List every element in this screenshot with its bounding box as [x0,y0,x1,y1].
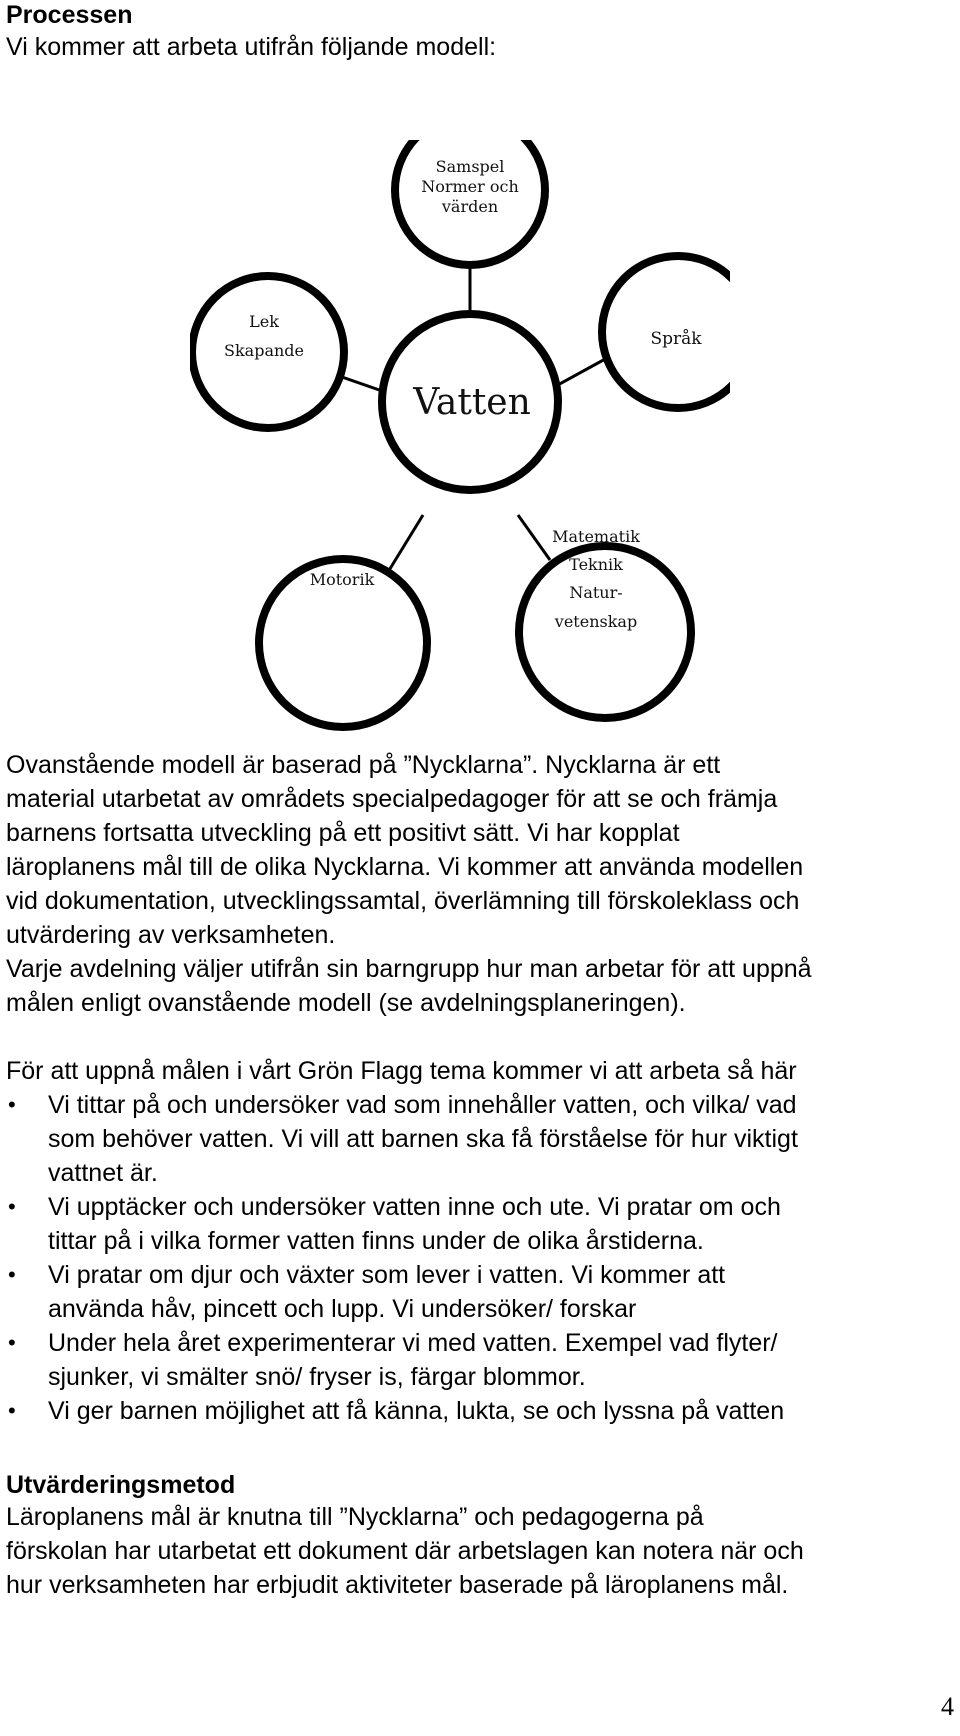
paragraph1-line: Ovanstående modell är baserad på ”Nycklarna”. Nycklarna är ett [6,751,721,779]
bullet-1-line: som behöver vatten. Vi vill att barnen ska få förståelse för hur viktigt [48,1125,798,1153]
bullet-symbol: • [8,1194,16,1219]
bullet-4-line: sjunker, vi smälter snö/ fryser is, färgar blommor. [48,1363,586,1391]
paragraph1-line: utvärdering av verksamheten. [6,921,336,949]
node-vatten-label: Vatten [413,382,531,423]
node-lek-line2: Skapande [224,341,304,360]
evaluation-line: hur verksamheten har erbjudit aktiviteter baserade på läroplanens mål. [6,1571,789,1599]
connector-lower-left [388,515,423,572]
bullet-3-line: Vi pratar om djur och växter som lever i vatten. Vi kommer att [48,1261,726,1289]
list-intro: För att uppnå målen i vårt Grön Flagg tema kommer vi att arbeta så här [6,1057,797,1085]
node-matematik-line4: vetenskap [554,612,638,631]
model-diagram [190,140,730,740]
node-samspel-line3: värden [441,197,499,216]
bullet-5-line: Vi ger barnen möjlighet att få känna, lukta, se och lyssna på vatten [48,1397,785,1425]
page-number: 4 [941,1692,954,1721]
node-samspel-line2: Normer och [421,177,519,196]
bullet-4-line: Under hela året experimenterar vi med vatten. Exempel vad flyter/ [48,1329,778,1357]
paragraph1-line: vid dokumentation, utvecklingssamtal, överlämning till förskoleklass och [6,887,800,915]
connector-lower-right [518,515,550,560]
bullet-1-line: vattnet är. [48,1159,158,1187]
intro-text: Vi kommer att arbeta utifrån följande modell: [6,33,497,61]
node-lek-line1: Lek [249,312,279,331]
node-matematik-line3: Natur- [569,583,623,602]
node-samspel-line1: Samspel [435,157,505,176]
node-matematik-line2: Teknik [569,555,623,574]
paragraph1-line: läroplanens mål till de olika Nycklarna. Vi kommer att använda modellen [6,853,804,881]
paragraph1-line: material utarbetat av områdets specialpedagoger för att se och främja [6,785,778,813]
bullet-symbol: • [8,1262,16,1287]
section-title-processen: Processen [6,1,133,29]
paragraph2-line: Varje avdelning väljer utifrån sin barngrupp hur man arbetar för att uppnå [6,955,812,983]
bullet-symbol: • [8,1092,16,1117]
bullet-symbol: • [8,1330,16,1355]
bullet-symbol: • [8,1398,16,1423]
node-motorik-label: Motorik [309,570,375,589]
bullet-2-line: tittar på i vilka former vatten finns under de olika årstiderna. [48,1227,704,1255]
bullet-2-line: Vi upptäcker och undersöker vatten inne och ute. Vi pratar om och [48,1193,781,1221]
section-title-utvarderingsmetod: Utvärderingsmetod [6,1471,236,1499]
evaluation-line: förskolan har utarbetat ett dokument där arbetslagen kan notera när och [6,1537,804,1565]
bullet-1-line: Vi tittar på och undersöker vad som innehåller vatten, och vilka/ vad [48,1091,797,1119]
evaluation-line: Läroplanens mål är knutna till ”Nycklarna” och pedagogerna på [6,1503,704,1531]
node-matematik-line1: Matematik [552,527,640,546]
bullet-3-line: använda håv, pincett och lupp. Vi undersöker/ forskar [48,1295,637,1323]
paragraph2-line: målen enligt ovanstående modell (se avdelningsplaneringen). [6,989,686,1017]
paragraph1-line: barnens fortsatta utveckling på ett positivt sätt. Vi har kopplat [6,819,680,847]
node-sprak-label: Språk [650,329,702,349]
